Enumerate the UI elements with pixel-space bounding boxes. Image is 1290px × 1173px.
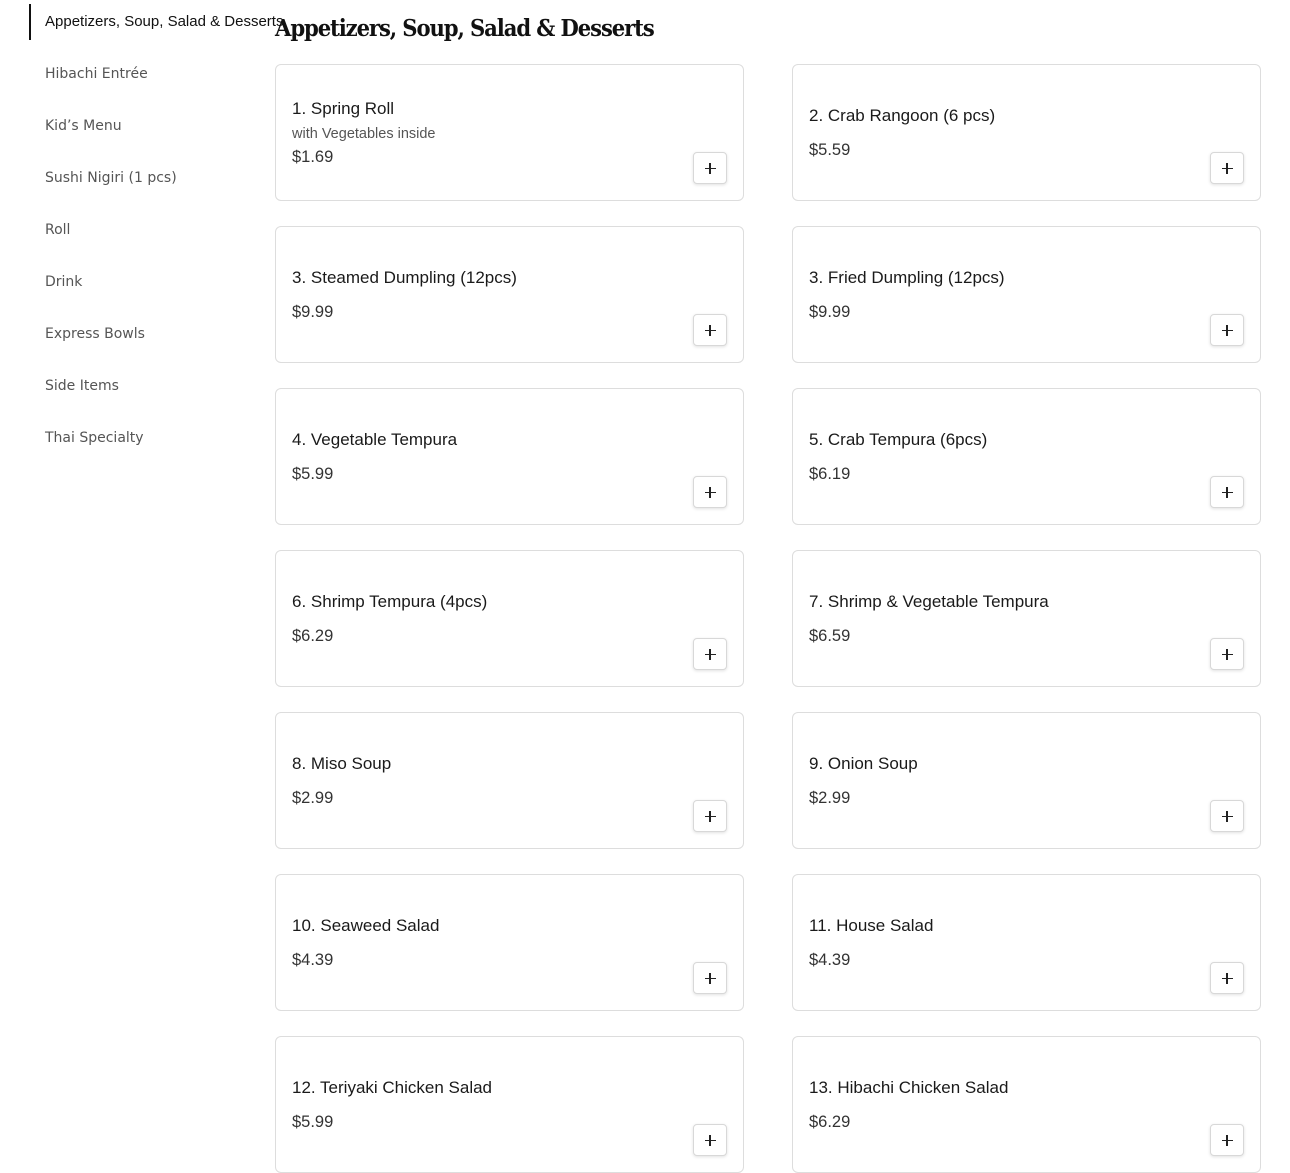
sidebar-item-thai-specialty[interactable]: Thai Specialty xyxy=(45,430,144,446)
add-item-button[interactable] xyxy=(1210,314,1244,346)
plus-icon xyxy=(1222,1135,1233,1146)
add-item-button[interactable] xyxy=(1210,152,1244,184)
add-item-button[interactable] xyxy=(693,1124,727,1156)
menu-item-card[interactable] xyxy=(792,1036,1261,1173)
menu-item-card[interactable] xyxy=(792,64,1261,201)
add-item-button[interactable] xyxy=(693,152,727,184)
section-title: Appetizers, Soup, Salad & Desserts xyxy=(275,15,654,42)
menu-item-price: $5.99 xyxy=(292,464,334,483)
plus-icon xyxy=(1222,163,1233,174)
menu-item-card[interactable] xyxy=(792,712,1261,849)
sidebar-item-side-items[interactable]: Side Items xyxy=(45,378,119,394)
menu-item-name: 2. Crab Rangoon (6 pcs) xyxy=(809,105,996,125)
menu-item-price: $6.59 xyxy=(809,626,851,645)
menu-item-name: 4. Vegetable Tempura xyxy=(292,429,458,449)
menu-item-info xyxy=(809,551,1190,686)
menu-item-price: $6.29 xyxy=(292,626,334,645)
menu-item-card[interactable] xyxy=(792,874,1261,1011)
menu-item-name: 8. Miso Soup xyxy=(292,753,392,773)
category-sidebar xyxy=(29,4,284,472)
menu-item-info xyxy=(809,227,1190,362)
menu-item-price: $6.19 xyxy=(809,464,851,483)
menu-item-name: 7. Shrimp & Vegetable Tempura xyxy=(809,591,1049,611)
add-item-button[interactable] xyxy=(693,476,727,508)
menu-item-info xyxy=(292,551,673,686)
plus-icon xyxy=(705,487,716,498)
plus-icon xyxy=(705,163,716,174)
menu-item-card[interactable] xyxy=(275,64,744,201)
menu-item-price: $1.69 xyxy=(292,147,334,166)
menu-item-card[interactable] xyxy=(792,388,1261,525)
menu-item-price: $4.39 xyxy=(809,950,851,969)
menu-item-card[interactable] xyxy=(275,550,744,687)
add-item-button[interactable] xyxy=(693,314,727,346)
menu-item-price: $2.99 xyxy=(809,788,851,807)
menu-item-name: 6. Shrimp Tempura (4pcs) xyxy=(292,591,488,611)
sidebar-item-hibachi-entree[interactable]: Hibachi Entrée xyxy=(45,66,148,82)
menu-item-card[interactable] xyxy=(275,712,744,849)
menu-item-price: $9.99 xyxy=(292,302,334,321)
plus-icon xyxy=(705,649,716,660)
menu-item-name: 12. Teriyaki Chicken Salad xyxy=(292,1077,493,1097)
menu-item-price: $5.59 xyxy=(809,140,851,159)
add-item-button[interactable] xyxy=(693,638,727,670)
menu-item-card[interactable] xyxy=(275,226,744,363)
menu-item-info xyxy=(809,65,1190,200)
menu-item-price: $2.99 xyxy=(292,788,334,807)
add-item-button[interactable] xyxy=(693,962,727,994)
menu-item-name: 13. Hibachi Chicken Salad xyxy=(809,1077,1009,1097)
menu-item-info xyxy=(292,389,673,524)
menu-item-info xyxy=(292,65,673,200)
menu-item-info xyxy=(292,713,673,848)
sidebar-item-sushi-nigiri[interactable]: Sushi Nigiri (1 pcs) xyxy=(45,170,177,186)
menu-item-price: $9.99 xyxy=(809,302,851,321)
sidebar-item-roll[interactable]: Roll xyxy=(45,222,71,238)
menu-item-name: 10. Seaweed Salad xyxy=(292,915,440,935)
menu-item-price: $5.99 xyxy=(292,1112,334,1131)
menu-item-name: 1. Spring Roll xyxy=(292,98,395,118)
sidebar-item-appetizers[interactable]: Appetizers, Soup, Salad & Desserts xyxy=(29,4,234,40)
sidebar-item-express-bowls[interactable]: Express Bowls xyxy=(45,326,145,342)
add-item-button[interactable] xyxy=(1210,1124,1244,1156)
add-item-button[interactable] xyxy=(693,800,727,832)
menu-item-card[interactable] xyxy=(792,550,1261,687)
plus-icon xyxy=(1222,811,1233,822)
plus-icon xyxy=(705,973,716,984)
sidebar-item-drink[interactable]: Drink xyxy=(45,274,83,290)
menu-item-name: 3. Fried Dumpling (12pcs) xyxy=(809,267,1005,287)
plus-icon xyxy=(1222,487,1233,498)
add-item-button[interactable] xyxy=(1210,962,1244,994)
plus-icon xyxy=(705,811,716,822)
menu-item-info xyxy=(292,227,673,362)
plus-icon xyxy=(1222,649,1233,660)
menu-item-name: 3. Steamed Dumpling (12pcs) xyxy=(292,267,517,287)
menu-item-price: $6.29 xyxy=(809,1112,851,1131)
menu-item-card[interactable] xyxy=(275,1036,744,1173)
menu-content xyxy=(275,0,1261,1173)
menu-item-info xyxy=(292,875,673,1010)
menu-item-info xyxy=(292,1037,673,1172)
menu-item-card[interactable] xyxy=(275,388,744,525)
menu-item-card[interactable] xyxy=(275,874,744,1011)
menu-item-info xyxy=(809,1037,1190,1172)
plus-icon xyxy=(705,1135,716,1146)
menu-item-name: 11. House Salad xyxy=(809,915,934,935)
add-item-button[interactable] xyxy=(1210,638,1244,670)
menu-item-price: $4.39 xyxy=(292,950,334,969)
menu-item-grid xyxy=(275,64,1261,1173)
menu-item-card[interactable] xyxy=(792,226,1261,363)
add-item-button[interactable] xyxy=(1210,800,1244,832)
plus-icon xyxy=(705,325,716,336)
sidebar-item-kids-menu[interactable]: Kid’s Menu xyxy=(45,118,122,134)
menu-item-name: 9. Onion Soup xyxy=(809,753,918,773)
plus-icon xyxy=(1222,325,1233,336)
menu-item-name: 5. Crab Tempura (6pcs) xyxy=(809,429,988,449)
menu-item-description: with Vegetables inside xyxy=(292,125,436,142)
menu-item-info xyxy=(809,389,1190,524)
menu-item-info xyxy=(809,875,1190,1010)
menu-item-info xyxy=(809,713,1190,848)
plus-icon xyxy=(1222,973,1233,984)
add-item-button[interactable] xyxy=(1210,476,1244,508)
